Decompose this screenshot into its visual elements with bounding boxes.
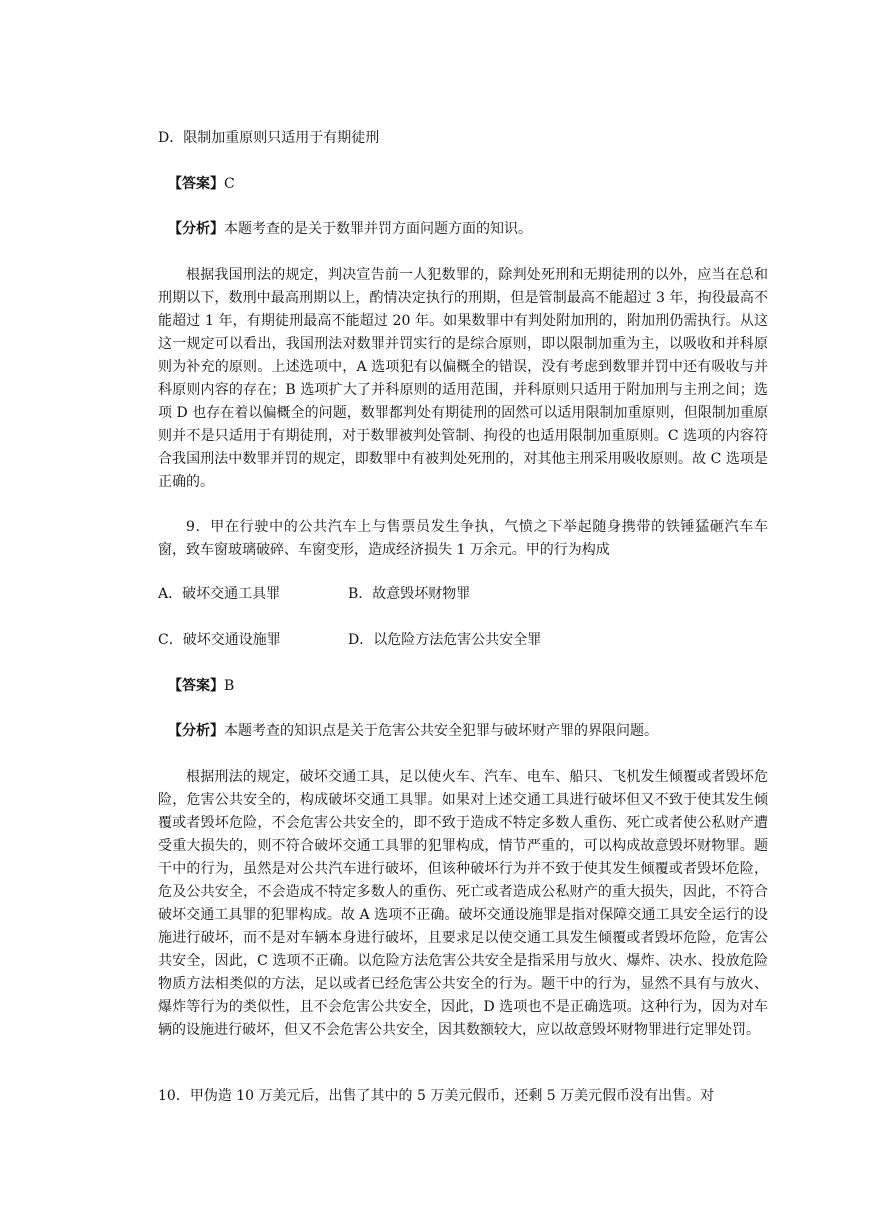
answer-value: B: [224, 678, 235, 694]
analysis-tag: 【分析】: [168, 723, 224, 739]
q10-stem: 10．甲伪造 10 万美元后，出售了其中的 5 万美元假币，还剩 5 万美元假币没有出售。对: [158, 1088, 715, 1104]
answer-tag: 【答案】: [168, 678, 224, 694]
q9-analysis: [168, 721, 658, 741]
analysis-intro: 本题考查的知识点是关于危害公共安全犯罪与破坏财产罪的界限问题。: [224, 723, 658, 739]
q9-explanation: 根据刑法的规定，破坏交通工具，足以使火车、汽车、电车、船只、飞机发生倾覆或者毁坏危险，危害公共安全的，构成破坏交通工具罪。如果对上述交通工具进行破坏但又不致于使其发生倾覆或者毁坏危险，不会危害公共安全的，即不致于造成不特定多数人重伤、死亡或者使公私财产遭受重大损失的，则不符合破坏交通工具罪的犯罪构成，情节严重的，可以构成故意毁坏财物罪。题干中的行为，虽然是对公共汽车进行破坏，但该种破坏行为并不致于使其发生倾覆或者毁坏危险，危及公共安全，不会造成不特定多数人的重伤、死亡或者造成公私财产的重大损失，因此，不符合破坏交通工具罪的犯罪构成。故 A 选项不正确。破坏交通设施罪是指对保障交通工具安全运行的设施进行破坏，而不是对车辆本身进行破坏，且要求足以使交通工具发生倾覆或者毁坏危险，危害公共安全，因此，C 选项不正确。以危险方法危害公共安全是指采用与放火、爆炸、决水、投放危险物质方法相类似的方法，足以或者已经危害公共安全的行为。题干中的行为，显然不具有与放火、爆炸等行为的类似性，且不会危害公共安全，因此，D 选项也不是正确选项。这种行为，因为对车辆的设施进行破坏，但又不会危害公共安全，因其数额较大，应以故意毁坏财物罪进行定罪处罚。: [158, 769, 768, 1038]
answer-tag: 【答案】: [168, 176, 224, 192]
q9-stem: 9．甲在行驶中的公共汽车上与售票员发生争执，气愤之下举起随身携带的铁锤猛砸汽车车窗，致车窗玻璃破碎、车窗变形，造成经济损失 1 万余元。甲的行为构成: [158, 519, 768, 558]
q9-option-c: C．破坏交通设施罪: [158, 632, 281, 648]
q8-explanation: 根据我国刑法的规定，判决宣告前一人犯数罪的，除判处死刑和无期徒刑的以外，应当在总和刑期以下，数刑中最高刑期以上，酌情决定执行的刑期，但是管制最高不能超过 3 年，拘役最高不能超过 1 年，有期徒刑最高不能超过 20 年。如果数罪中有判处附加刑的，附加刑仍需执行。从这这一规定可以看出，我国刑法对数罪并罚实行的是综合原则，即以限制加重为主，以吸收和并科原则为补充的原则。上述选项中，A 选项犯有以偏概全的错误，没有考虑到数罪并罚中还有吸收与并科原则内容的存在；B 选项扩大了并科原则的适用范围，并科原则只适用于附加刑与主刑之间；选项 D 也存在着以偏概全的问题，数罪都判处有期徒刑的固然可以适用限制加重原则，但限制加重原则并不是只适用于有期徒刑，对于数罪被判处管制、拘役的也适用限制加重原则。C 选项的内容符合我国刑法中数罪并罚的规定，即数罪中有被判处死刑的，对其他主刑采用吸收原则。故 C 选项是正确的。: [158, 267, 768, 490]
q8-option-d: D．限制加重原则只适用于有期徒刑: [158, 130, 380, 146]
q9-option-d: D．以危险方法危害公共安全罪: [348, 632, 542, 648]
q9-option-a: A．破坏交通工具罪: [158, 586, 281, 602]
analysis-intro: 本题考查的是关于数罪并罚方面问题方面的知识。: [224, 221, 532, 237]
analysis-tag: 【分析】: [168, 221, 224, 237]
q8-analysis: [168, 219, 532, 239]
answer-value: C: [224, 176, 235, 192]
q9-option-b: B．故意毁坏财物罪: [348, 586, 471, 602]
q8-answer: [168, 174, 235, 194]
q9-answer: [168, 676, 234, 696]
